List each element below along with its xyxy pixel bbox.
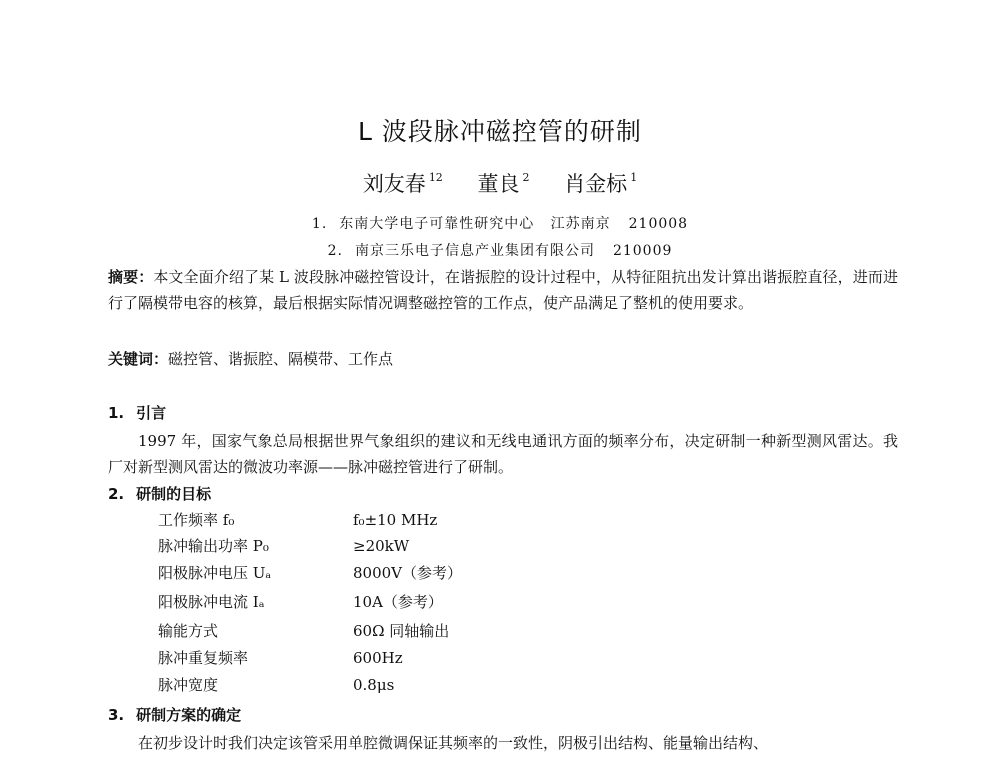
spec-label: 脉冲宽度: [158, 676, 219, 694]
spec-row: [158, 589, 658, 615]
author-list: [0, 168, 1000, 198]
keywords-paragraph: [108, 346, 898, 372]
affiliation-number: 1.: [311, 216, 328, 232]
affiliation-place: 江苏南京: [550, 216, 611, 232]
affiliation-number: 2.: [327, 243, 343, 259]
spec-label: 阳极脉冲电压 Uₐ: [158, 564, 272, 582]
affiliation-2: [0, 240, 1000, 260]
spec-value: 600Hz: [353, 649, 403, 667]
abstract-label: 摘要：: [108, 268, 154, 286]
spec-label: 阳极脉冲电流 Iₐ: [158, 593, 265, 611]
spec-label: 脉冲重复频率: [158, 649, 249, 667]
spec-row: [158, 672, 658, 698]
affiliation-org: 东南大学电子可靠性研究中心: [339, 216, 535, 232]
spec-value: f₀±10 MHz: [353, 511, 438, 529]
affiliation-postcode: 210009: [612, 243, 673, 259]
section3-paragraph: 在初步设计时我们决定该管采用单腔微调保证其频率的一致性，阴极引出结构、能量输出结构、: [138, 734, 769, 752]
keywords-text: 磁控管、谐振腔、隔模带、工作点: [168, 350, 394, 368]
abstract-text: 本文全面介绍了某 L 波段脉冲磁控管设计，在谐振腔的设计过程中，从特征阻抗出发计算出谐振腔直径，进而进行了隔模带电容的核算，最后根据实际情况调整磁控管的工作点，使产品满足了整机的使用要求。: [108, 268, 898, 312]
abstract-paragraph: [108, 264, 898, 316]
spec-value: 8000V（参考）: [353, 564, 463, 582]
author-2: [478, 172, 530, 196]
spec-row: [158, 507, 658, 533]
author-3: [564, 172, 637, 196]
spec-value: 10A（参考）: [353, 593, 443, 611]
section-heading-1: [108, 402, 166, 423]
affiliation-postcode: 210008: [628, 216, 689, 232]
paper-title: L 波段脉冲磁控管的研制: [358, 117, 642, 146]
section-title: 研制方案的确定: [136, 706, 242, 724]
intro-paragraph: 1997 年，国家气象总局根据世界气象组织的建议和无线电通讯方面的频率分布，决定研制一种新型测风雷达。我厂对新型测风雷达的微波功率源——脉冲磁控管进行了研制。: [108, 432, 898, 476]
affiliation-1: [0, 213, 1000, 233]
spec-label: 工作频率 f₀: [158, 511, 235, 529]
author-name: 董良: [477, 172, 520, 196]
keywords-label: 关键词：: [108, 350, 169, 368]
author-name: 肖金标: [564, 172, 628, 196]
section-number: 2.: [108, 485, 125, 503]
section-title: 研制的目标: [136, 485, 212, 503]
section-number: 1.: [108, 404, 125, 422]
section-heading-2: [108, 483, 211, 504]
spec-label: 输能方式: [158, 622, 219, 640]
author-affiliation-mark: 12: [428, 171, 443, 184]
spec-label: 脉冲输出功率 P₀: [158, 537, 269, 555]
spec-row: [158, 533, 658, 559]
author-affiliation-mark: 1: [630, 171, 638, 184]
spec-row: [158, 645, 658, 671]
spec-value: 60Ω 同轴输出: [353, 622, 450, 640]
spec-row: [158, 618, 658, 644]
spec-value: 0.8μs: [353, 676, 395, 694]
author-affiliation-mark: 2: [522, 171, 530, 184]
spec-value: ≥20kW: [353, 537, 410, 555]
author-name: 刘友春: [362, 172, 426, 196]
spec-row: [158, 560, 658, 586]
affiliation-org: 南京三乐电子信息产业集团有限公司: [354, 243, 595, 259]
section-heading-3: [108, 704, 241, 725]
author-1: [363, 172, 443, 196]
section-number: 3.: [108, 706, 125, 724]
section-title: 引言: [136, 404, 167, 422]
